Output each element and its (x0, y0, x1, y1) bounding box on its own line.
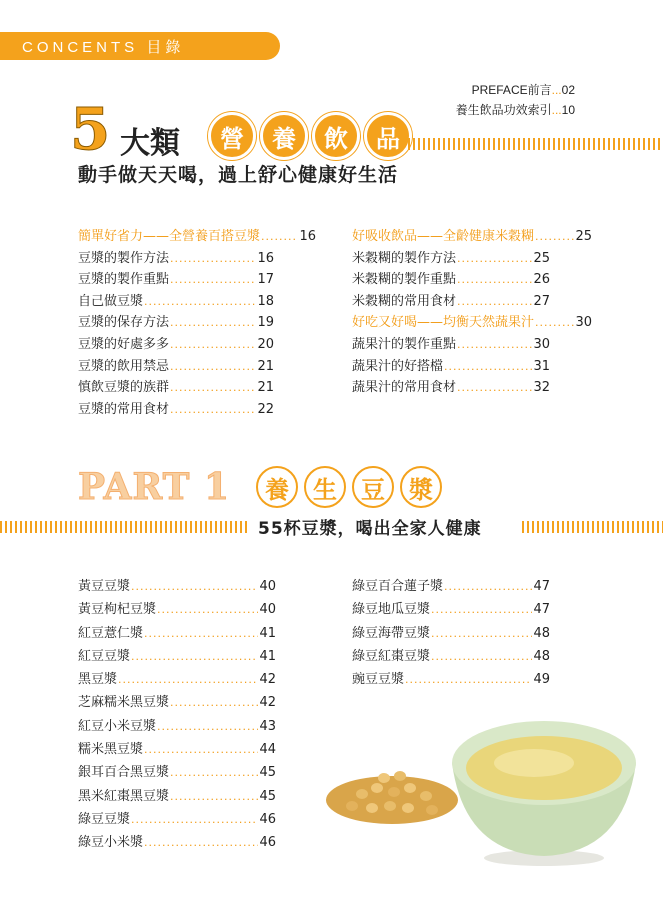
toc-entry-label: 紅豆薏仁漿 (78, 625, 144, 641)
section1-title-prefix: 大類 (120, 126, 180, 161)
title-circle-char: 飲 (312, 112, 360, 160)
page-number: 25 (575, 229, 592, 244)
leader-dots (118, 668, 258, 691)
page-number: 26 (533, 272, 550, 288)
toc-entry[interactable] (78, 715, 276, 738)
toc-entry[interactable] (352, 226, 592, 248)
section1-number: 5 (70, 95, 111, 163)
leader-dots (157, 598, 258, 621)
section1-toc-left (78, 226, 316, 420)
leader-dots (170, 761, 258, 784)
toc-entry[interactable] (352, 248, 550, 270)
leader-dots (144, 831, 258, 854)
toc-entry[interactable] (78, 334, 274, 356)
leader-dots (170, 356, 256, 378)
soymilk-bowl-illustration (444, 708, 644, 868)
section1-subtitle: 動手做天天喝，過上舒心健康好生活 (78, 164, 399, 186)
toc-entry-label: 糯米黑豆漿 (78, 742, 144, 758)
title-circle-char: 漿 (400, 466, 442, 508)
leader-dots (431, 622, 532, 645)
toc-entry-label: 蔬果汁的常用食材 (352, 380, 457, 396)
toc-entry-label: 米穀糊的製作方法 (352, 250, 457, 266)
toc-entry[interactable] (78, 645, 276, 668)
toc-entry[interactable] (78, 575, 276, 598)
toc-entry-label: 簡單好省力——全營養百搭豆漿 (78, 229, 261, 244)
header-label: CONCENTS 目錄 (22, 39, 185, 56)
toc-entry-label: 豆漿的常用食材 (78, 401, 170, 417)
page-number: 47 (533, 602, 550, 618)
title-circle-char: 豆 (352, 466, 394, 508)
page-number: 45 (259, 765, 276, 781)
toc-entry[interactable] (352, 291, 550, 313)
toc-entry[interactable] (78, 377, 274, 399)
section1-title-circles (208, 112, 412, 160)
leader-dots (535, 226, 574, 248)
toc-entry-label: 好吃又好喝——均衡天然蔬果汁 (352, 315, 535, 331)
title-circle-char: 營 (208, 112, 256, 160)
page-number: 46 (259, 835, 276, 851)
leader-dots (261, 226, 298, 248)
title-circle-char: 養 (260, 112, 308, 160)
leader-dots (170, 269, 256, 291)
toc-entry-label: 豆漿的製作重點 (78, 272, 170, 288)
leader-dots (144, 291, 256, 313)
page-number: 30 (533, 336, 550, 352)
toc-entry-label: 綠豆豆漿 (78, 811, 131, 827)
toc-entry[interactable] (78, 691, 276, 714)
page-number: 02 (561, 83, 575, 97)
toc-entry[interactable] (78, 761, 276, 784)
toc-entry[interactable] (78, 785, 276, 808)
leader-dots (444, 575, 532, 598)
toc-entry[interactable] (352, 668, 550, 691)
toc-entry[interactable] (78, 738, 276, 761)
leader-dots (457, 334, 532, 356)
page-number: 40 (259, 602, 276, 618)
preface-label: 養生飲品功效索引 (455, 103, 552, 117)
leader-dots (157, 715, 258, 738)
page-number: 27 (533, 293, 550, 309)
toc-entry[interactable] (78, 312, 274, 334)
leader-dots (131, 575, 258, 598)
leader-dots (170, 399, 256, 421)
toc-entry-label: 蔬果汁的製作重點 (352, 336, 457, 352)
leader-dots (444, 356, 532, 378)
preface-label: PREFACE前言 (471, 83, 552, 97)
decorative-stripe (522, 521, 663, 533)
page-number: 16 (257, 250, 274, 266)
leader-dots (405, 668, 532, 691)
leader-dots (457, 377, 532, 399)
toc-entry[interactable] (78, 831, 276, 854)
page-number: 45 (259, 788, 276, 804)
toc-entry-label: 蔬果汁的好搭檔 (352, 358, 444, 374)
page-number: 20 (257, 336, 274, 352)
page-number: 17 (257, 272, 274, 288)
toc-entry[interactable] (352, 575, 550, 598)
toc-entry[interactable] (352, 622, 550, 645)
toc-entry-label: 豆漿的製作方法 (78, 250, 170, 266)
page-number: 46 (259, 811, 276, 827)
toc-entry-label: 好吸收飲品——全齡健康米穀糊 (352, 229, 535, 244)
part1-toc-left (78, 575, 276, 855)
page-number: 30 (575, 315, 592, 331)
page-number: 43 (259, 718, 276, 734)
toc-entry-label: 綠豆地瓜豆漿 (352, 602, 431, 618)
page-number: 48 (533, 625, 550, 641)
leader-dots (535, 312, 574, 334)
toc-entry-label: 豆漿的保存方法 (78, 315, 170, 331)
toc-entry[interactable] (78, 248, 274, 270)
part1-subtitle: 55杯豆漿，喝出全家人健康 (258, 519, 482, 539)
toc-entry-label: 黃豆豆漿 (78, 579, 131, 594)
page-number: 16 (299, 229, 316, 244)
page-number: 32 (533, 380, 550, 396)
toc-entry-label: 黃豆枸杞豆漿 (78, 602, 157, 618)
toc-entry-label: 豆漿的好處多多 (78, 336, 170, 352)
page-number: 42 (259, 672, 276, 688)
toc-entry-label: 米穀糊的常用食材 (352, 293, 457, 309)
toc-entry[interactable] (352, 645, 550, 668)
toc-entry-label: 紅豆小米豆漿 (78, 718, 157, 734)
toc-entry-label: 米穀糊的製作重點 (352, 272, 457, 288)
toc-entry-label: 綠豆紅棗豆漿 (352, 648, 431, 664)
toc-entry[interactable] (352, 312, 592, 334)
toc-entry[interactable] (78, 269, 274, 291)
preface-item[interactable] (456, 100, 575, 120)
toc-entry[interactable] (78, 226, 316, 248)
leader-dots (457, 248, 532, 270)
toc-entry[interactable] (78, 399, 274, 421)
page-number: 49 (533, 672, 550, 688)
decorative-stripe (408, 138, 663, 150)
toc-entry-label: 綠豆百合蓮子漿 (352, 579, 444, 594)
leader-dots (457, 269, 532, 291)
title-circle-char: 生 (304, 466, 346, 508)
leader-dots (131, 645, 258, 668)
toc-entry-label: 黑米紅棗黑豆漿 (78, 788, 170, 804)
leader-dots: ... (551, 103, 562, 117)
leader-dots: ... (551, 83, 562, 97)
soybeans-illustration (322, 748, 462, 828)
page-number: 25 (533, 250, 550, 266)
decorative-stripe (0, 521, 250, 533)
toc-entry[interactable] (352, 356, 550, 378)
toc-entry-label: 慎飲豆漿的族群 (78, 380, 170, 396)
part1-title-circles (256, 466, 442, 508)
leader-dots (170, 334, 256, 356)
toc-entry[interactable] (352, 377, 550, 399)
part-label: PART 1 (78, 466, 231, 508)
page-number: 47 (533, 579, 550, 594)
page-number: 41 (259, 648, 276, 664)
page-number: 22 (257, 401, 274, 417)
leader-dots (431, 645, 532, 668)
toc-entry-label: 綠豆小米漿 (78, 835, 144, 851)
page-number: 21 (257, 380, 274, 396)
leader-dots (131, 808, 258, 831)
toc-entry[interactable] (78, 622, 276, 645)
toc-entry[interactable] (352, 269, 550, 291)
leader-dots (457, 291, 532, 313)
toc-entry[interactable] (78, 808, 276, 831)
toc-entry-label: 芝麻糯米黑豆漿 (78, 695, 170, 711)
preface-item[interactable] (456, 80, 575, 100)
leader-dots (144, 738, 258, 761)
page-number: 21 (257, 358, 274, 374)
title-circle-char: 品 (364, 112, 412, 160)
part1-toc-right (352, 575, 550, 691)
leader-dots (144, 622, 258, 645)
toc-entry-label: 豆漿的飲用禁忌 (78, 358, 170, 374)
title-circle-char: 養 (256, 466, 298, 508)
page-number: 44 (259, 742, 276, 758)
section1-toc-right (352, 226, 592, 399)
page-number: 18 (257, 293, 274, 309)
toc-entry[interactable] (78, 668, 276, 691)
page-number: 40 (259, 579, 276, 594)
leader-dots (431, 598, 532, 621)
leader-dots (170, 785, 258, 808)
leader-dots (170, 312, 256, 334)
leader-dots (170, 248, 256, 270)
page-number: 42 (259, 695, 276, 711)
page-number: 31 (533, 358, 550, 374)
toc-entry[interactable] (78, 356, 274, 378)
toc-entry[interactable] (352, 598, 550, 621)
toc-entry[interactable] (352, 334, 550, 356)
toc-entry[interactable] (78, 291, 274, 313)
toc-entry-label: 銀耳百合黑豆漿 (78, 765, 170, 781)
leader-dots (170, 691, 258, 714)
page-number: 41 (259, 625, 276, 641)
leader-dots (170, 377, 256, 399)
toc-entry-label: 黑豆漿 (78, 672, 118, 688)
toc-entry-label: 自己做豆漿 (78, 293, 144, 309)
toc-entry-label: 紅豆豆漿 (78, 648, 131, 664)
toc-entry-label: 豌豆豆漿 (352, 672, 405, 688)
preface-block (456, 80, 575, 120)
page-number: 48 (533, 648, 550, 664)
page-number: 10 (561, 103, 575, 117)
toc-entry-label: 綠豆海帶豆漿 (352, 625, 431, 641)
page-number: 19 (257, 315, 274, 331)
toc-entry[interactable] (78, 598, 276, 621)
